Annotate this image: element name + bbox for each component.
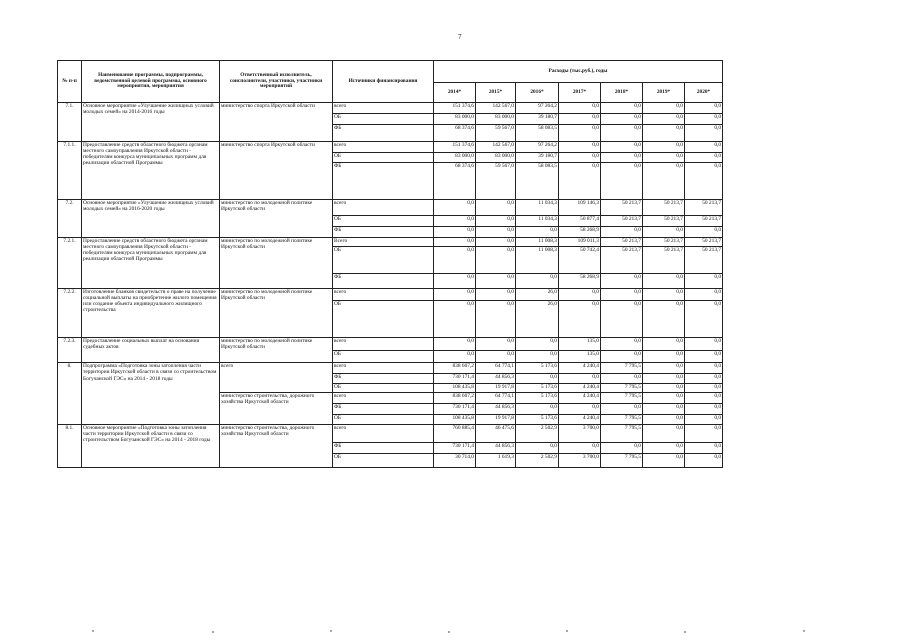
value-cell: 0,0 [559,443,601,454]
value-cell: 68 374,6 [434,124,476,141]
value-cell: 0,0 [685,404,723,415]
scan-mark [330,630,332,632]
scan-mark [803,630,805,632]
row-responsible: министерство строительства, дорожного хозяйства Иркутской области [220,392,333,424]
value-cell: 0,0 [643,383,685,392]
value-cell: 0,0 [643,453,685,467]
value-cell: 135,0 [559,337,601,350]
value-cell: 3 700,0 [559,424,601,442]
value-cell: 0,0 [476,199,516,215]
table-body [58,103,723,468]
row-source: ФБ [333,443,434,454]
header-name: Наименование программы, подпрограммы, ведомственной целевой программы, основного мероприятия, мероприятия [82,61,220,103]
scan-mark [212,631,214,633]
value-cell: 0,0 [434,337,476,350]
value-cell: 0,0 [559,374,601,384]
value-cell: 83 000,0 [476,113,516,124]
value-cell: 0,0 [601,103,643,114]
value-cell: 0,0 [601,152,643,163]
row-source: ОБ [333,301,434,338]
value-cell: 2 502,9 [516,424,559,442]
table-row [58,199,723,215]
row-source: всего [333,424,434,442]
value-cell: 0,0 [685,124,723,141]
value-cell: 0,0 [685,274,723,289]
value-cell: 7 795,5 [601,363,643,374]
value-cell: 26,0 [516,301,559,338]
value-cell: 0,0 [601,350,643,363]
value-cell: 0,0 [476,301,516,338]
row-number: 7.1.1. [58,141,82,199]
scan-mark [92,630,94,632]
value-cell: 0,0 [516,374,559,384]
value-cell: 0,0 [601,226,643,237]
table-row [58,363,723,374]
value-cell: 108 435,8 [434,415,476,425]
header-number: № п-п [58,61,82,103]
row-name: Предоставление социальных выплат на основании судебных актов [82,337,220,363]
value-cell: 0,0 [643,103,685,114]
table-row [58,103,723,114]
scan-mark [684,631,686,633]
row-source: всего [333,199,434,215]
header-year: 2019* [643,83,685,103]
header-year: 2018* [601,83,643,103]
value-cell: 730 171,4 [434,374,476,384]
value-cell: 50 742,4 [559,247,601,274]
row-source: всего [333,363,434,374]
value-cell: 0,0 [643,404,685,415]
value-cell: 730 171,4 [434,404,476,415]
value-cell: 59 567,0 [476,124,516,141]
value-cell: 0,0 [434,289,476,301]
value-cell: 4 240,4 [559,363,601,374]
value-cell: 0,0 [559,103,601,114]
value-cell: 5 173,6 [516,392,559,404]
value-cell: 11 034,3 [516,199,559,215]
value-cell: 0,0 [434,216,476,227]
row-responsible: всего [220,363,333,392]
value-cell: 50 213,7 [685,247,723,274]
value-cell: 0,0 [643,124,685,141]
value-cell: 50 213,7 [685,216,723,227]
value-cell: 142 567,0 [476,103,516,114]
value-cell: 0,0 [685,443,723,454]
value-cell: 0,0 [643,163,685,200]
table-row [58,289,723,301]
page-number: 7 [458,33,462,41]
row-name: Предоставление средств областного бюджета органам местного самоуправления Иркутской области - победителям конкурса муниципальных программ для реализации областной Программы [82,141,220,199]
row-name: Основное мероприятие «Улучшение жилищных условий молодых семей» на 2014-2016 годы [82,103,220,142]
value-cell: 5 173,6 [516,415,559,425]
value-cell: 0,0 [643,374,685,384]
value-cell: 59 567,0 [476,163,516,200]
value-cell: 0,0 [476,289,516,301]
value-cell: 50 213,7 [685,199,723,215]
value-cell: 0,0 [643,350,685,363]
value-cell: 58 083,5 [516,124,559,141]
value-cell: 0,0 [685,113,723,124]
row-source: ОБ [333,113,434,124]
row-name: Основное мероприятие «Улучшение жилищных условий молодых семей» на 2016-2020 годы [82,199,220,237]
value-cell: 1 619,3 [476,453,516,467]
row-source: всего [333,392,434,404]
value-cell: 0,0 [476,237,516,247]
value-cell: 142 567,0 [476,141,516,152]
row-source: всего [333,141,434,152]
value-cell: 50 213,7 [643,237,685,247]
value-cell: 730 171,4 [434,443,476,454]
value-cell: 83 000,0 [476,152,516,163]
value-cell: 109 146,3 [559,199,601,215]
value-cell: 0,0 [559,163,601,200]
row-number: 8.1. [58,424,82,467]
value-cell: 0,0 [685,152,723,163]
value-cell: 0,0 [434,199,476,215]
row-responsible: министерство спорта Иркутской области [220,103,333,142]
row-source: ФБ [333,374,434,384]
value-cell: 19 917,8 [476,383,516,392]
value-cell: 0,0 [643,289,685,301]
value-cell: 0,0 [434,226,476,237]
value-cell: 50 213,7 [601,247,643,274]
value-cell: 19 917,8 [476,415,516,425]
value-cell: 0,0 [516,226,559,237]
value-cell: 0,0 [643,152,685,163]
value-cell: 97 264,2 [516,103,559,114]
table-header [58,61,723,103]
value-cell: 0,0 [643,424,685,442]
value-cell: 50 213,7 [643,216,685,227]
row-source: ФБ [333,404,434,415]
row-responsible: министерство спорта Иркутской области [220,141,333,199]
header-responsible: Ответственный исполнитель, соисполнители, участники, участники мероприятий [220,61,333,103]
value-cell: 0,0 [685,415,723,425]
value-cell: 3 700,0 [559,453,601,467]
value-cell: 97 264,2 [516,141,559,152]
value-cell: 0,0 [601,374,643,384]
value-cell: 5 173,6 [516,383,559,392]
value-cell: 26,0 [516,289,559,301]
row-source: ОБ [333,415,434,425]
value-cell: 83 000,0 [434,152,476,163]
value-cell: 0,0 [685,363,723,374]
value-cell: 0,0 [601,163,643,200]
value-cell: 50 877,4 [559,216,601,227]
value-cell: 0,0 [559,141,601,152]
header-expenses: Расходы (тыс.руб.), годы [434,61,723,83]
row-source: ОБ [333,453,434,467]
value-cell: 0,0 [434,350,476,363]
row-source: ОБ [333,383,434,392]
value-cell: 39 180,7 [516,113,559,124]
row-name: Основное мероприятие «Подготовка зоны затопления части территории Иркутской области в связи со строительством Богучанской ГЭС» на 2014 - 2018 годы [82,424,220,467]
row-number: 7.1. [58,103,82,142]
value-cell: 50 213,7 [601,199,643,215]
value-cell: 44 856,3 [476,443,516,454]
value-cell: 0,0 [516,443,559,454]
value-cell: 151 374,6 [434,141,476,152]
value-cell: 0,0 [476,247,516,274]
value-cell: 0,0 [601,443,643,454]
value-cell: 46 475,6 [476,424,516,442]
header-year: 2015* [476,83,516,103]
value-cell: 135,0 [559,350,601,363]
table-row [58,337,723,350]
row-source: ОБ [333,247,434,274]
value-cell: 50 213,7 [643,247,685,274]
value-cell: 0,0 [516,274,559,289]
scan-mark [448,631,450,633]
value-cell: 0,0 [601,404,643,415]
value-cell: 2 502,9 [516,453,559,467]
value-cell: 50 213,7 [601,216,643,227]
value-cell: 0,0 [516,350,559,363]
value-cell: 0,0 [685,141,723,152]
budget-table [57,60,723,468]
value-cell: 39 180,7 [516,152,559,163]
value-cell: 838 607,2 [434,392,476,404]
value-cell: 68 374,6 [434,163,476,200]
scan-mark [566,630,568,632]
value-cell: 83 000,0 [434,113,476,124]
value-cell: 0,0 [643,415,685,425]
value-cell: 0,0 [643,392,685,404]
value-cell: 11 008,3 [516,237,559,247]
value-cell: 0,0 [434,274,476,289]
row-source: ФБ [333,226,434,237]
value-cell: 0,0 [685,383,723,392]
value-cell: 0,0 [685,350,723,363]
value-cell: 4 240,4 [559,383,601,392]
value-cell: 838 607,2 [434,363,476,374]
row-source: ОБ [333,152,434,163]
row-source: ФБ [333,274,434,289]
value-cell: 0,0 [643,363,685,374]
value-cell: 0,0 [601,289,643,301]
value-cell: 0,0 [685,374,723,384]
value-cell: 0,0 [643,301,685,338]
row-name: Предоставление средств областного бюджета органам местного самоуправления Иркутской области - победителям конкурса муниципальных программ для реализации областной Программы [82,237,220,289]
value-cell: 0,0 [685,453,723,467]
value-cell: 0,0 [685,226,723,237]
value-cell: 0,0 [601,337,643,350]
value-cell: 0,0 [559,124,601,141]
row-number: 7.2.1. [58,237,82,289]
value-cell: 151 374,6 [434,103,476,114]
value-cell: 0,0 [434,301,476,338]
value-cell: 0,0 [685,103,723,114]
value-cell: 4 240,4 [559,392,601,404]
value-cell: 0,0 [643,113,685,124]
value-cell: 108 435,8 [434,383,476,392]
value-cell: 7 795,5 [601,453,643,467]
row-source: ФБ [333,124,434,141]
row-number: 7.2. [58,199,82,237]
row-source: ФБ [333,163,434,200]
value-cell: 11 008,3 [516,247,559,274]
value-cell: 0,0 [516,404,559,415]
value-cell: 7 795,5 [601,415,643,425]
value-cell: 0,0 [643,141,685,152]
value-cell: 0,0 [476,226,516,237]
row-name: Изготовление бланков свидетельств о праве на получение социальной выплаты на приобретение жилого помещения или создание объекта индивидуального жилищного строительства [82,289,220,337]
value-cell: 64 774,1 [476,392,516,404]
value-cell: 4 240,4 [559,415,601,425]
header-year: 2016* [516,83,559,103]
value-cell: 0,0 [685,289,723,301]
value-cell: 760 885,4 [434,424,476,442]
value-cell: 0,0 [516,337,559,350]
value-cell: 7 795,5 [601,424,643,442]
value-cell: 0,0 [685,392,723,404]
row-source: всего [333,103,434,114]
value-cell: 11 034,3 [516,216,559,227]
value-cell: 0,0 [434,237,476,247]
value-cell: 50 213,7 [643,199,685,215]
header-year: 2014* [434,83,476,103]
value-cell: 7 795,5 [601,392,643,404]
scan-marks [0,622,905,640]
value-cell: 50 213,7 [685,237,723,247]
value-cell: 44 856,3 [476,374,516,384]
value-cell: 0,0 [601,274,643,289]
table-row [58,237,723,247]
header-source: Источники финансирования [333,61,434,103]
value-cell: 58 268,9 [559,226,601,237]
value-cell: 58 083,5 [516,163,559,200]
value-cell: 0,0 [559,404,601,415]
row-number: 8. [58,363,82,424]
row-responsible: министерство строительства, дорожного хозяйства Иркутской области [220,424,333,467]
row-source: ОБ [333,350,434,363]
value-cell: 0,0 [559,152,601,163]
value-cell: 0,0 [643,337,685,350]
value-cell: 44 856,3 [476,404,516,415]
value-cell: 0,0 [476,350,516,363]
row-responsible: министерство по молодежной политике Иркутской области [220,337,333,363]
row-responsible: министерство по молодежной политике Иркутской области [220,199,333,237]
value-cell: 30 714,0 [434,453,476,467]
value-cell: 58 268,9 [559,274,601,289]
value-cell: 0,0 [643,443,685,454]
value-cell: 0,0 [476,337,516,350]
row-responsible: министерство по молодежной политике Иркутской области [220,289,333,337]
row-source: Всего [333,237,434,247]
row-source: ОБ [333,216,434,227]
row-responsible: министерство по молодежной политике Иркутской области [220,237,333,289]
value-cell: 0,0 [685,337,723,350]
value-cell: 7 795,5 [601,383,643,392]
value-cell: 0,0 [601,124,643,141]
value-cell: 0,0 [476,216,516,227]
row-name: Подпрограмма «Подготовка зоны затопления части территории Иркутской области в связи со строительством Богучанской ГЭС» на 2014 - 2018 годы [82,363,220,424]
row-number: 7.2.3. [58,337,82,363]
row-source: всего [333,337,434,350]
value-cell: 0,0 [434,247,476,274]
value-cell: 0,0 [643,274,685,289]
row-number: 7.2.2. [58,289,82,337]
value-cell: 0,0 [559,301,601,338]
value-cell: 0,0 [559,113,601,124]
value-cell: 64 774,1 [476,363,516,374]
row-source: всего [333,289,434,301]
value-cell: 0,0 [685,163,723,200]
value-cell: 0,0 [601,141,643,152]
value-cell: 0,0 [643,226,685,237]
value-cell: 5 173,6 [516,363,559,374]
value-cell: 0,0 [685,301,723,338]
value-cell: 0,0 [476,274,516,289]
value-cell: 0,0 [601,113,643,124]
header-year: 2020* [685,83,723,103]
value-cell: 109 011,3 [559,237,601,247]
value-cell: 50 213,7 [601,237,643,247]
value-cell: 0,0 [685,424,723,442]
header-year: 2017* [559,83,601,103]
value-cell: 0,0 [559,289,601,301]
table-row [58,424,723,442]
table-row [58,141,723,152]
value-cell: 0,0 [601,301,643,338]
